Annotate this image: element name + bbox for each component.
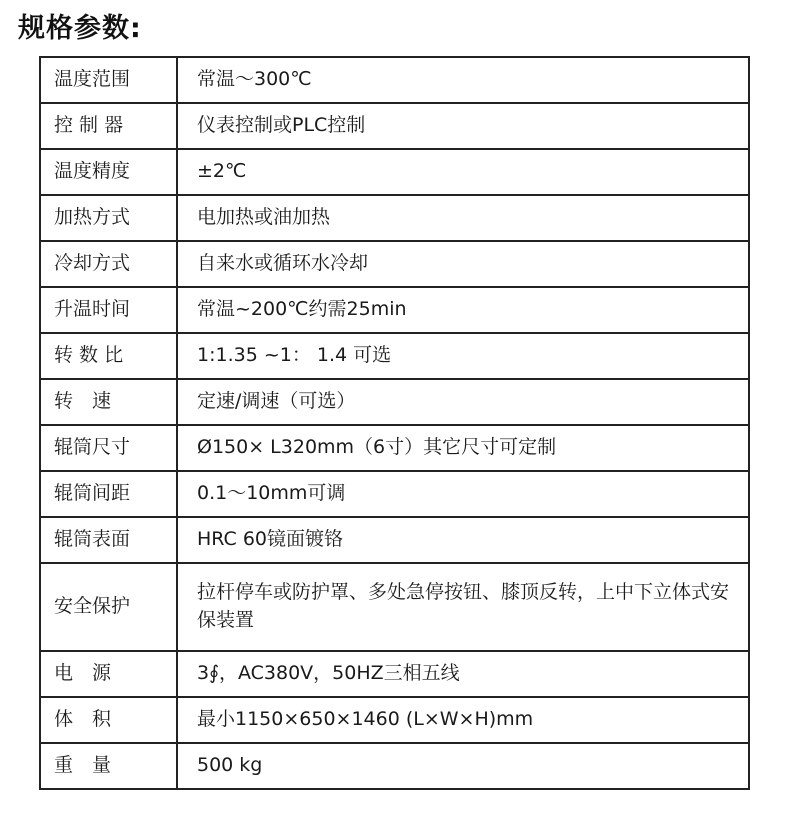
spec-label: 冷却方式 [40,241,177,287]
table-row [40,57,749,103]
spec-value: HRC 60镜面镀铬 [177,517,749,563]
spec-label: 温度范围 [40,57,177,103]
spec-value: 电加热或油加热 [177,195,749,241]
spec-value: 常温～300℃ [177,57,749,103]
table-row [40,379,749,425]
table-row [40,471,749,517]
spec-value: 最小1150×650×1460 (L×W×H)mm [177,697,749,743]
table-row [40,287,749,333]
spec-value: 定速/调速（可选） [177,379,749,425]
table-row [40,241,749,287]
table-row [40,697,749,743]
spec-label: 辊筒尺寸 [40,425,177,471]
spec-label: 辊筒间距 [40,471,177,517]
spec-value: 常温~200℃约需25min [177,287,749,333]
table-row [40,517,749,563]
spec-table [39,56,750,790]
spec-label: 升温时间 [40,287,177,333]
spec-value: Ø150× L320mm（6寸）其它尺寸可定制 [177,425,749,471]
spec-label: 温度精度 [40,149,177,195]
spec-label: 安全保护 [40,563,177,651]
spec-label: 转 数 比 [40,333,177,379]
spec-value: 拉杆停车或防护罩、多处急停按钮、膝顶反转，上中下立体式安保装置 [177,563,749,651]
spec-value: 1:1.35 ~1： 1.4 可选 [177,333,749,379]
spec-label: 转 速 [40,379,177,425]
spec-label: 电 源 [40,651,177,697]
spec-label: 体 积 [40,697,177,743]
table-row [40,425,749,471]
spec-value: 自来水或循环水冷却 [177,241,749,287]
table-row [40,651,749,697]
spec-value: 0.1～10mm可调 [177,471,749,517]
spec-label: 加热方式 [40,195,177,241]
spec-value: ±2℃ [177,149,749,195]
table-row [40,743,749,789]
spec-label: 辊筒表面 [40,517,177,563]
page-title: 规格参数: [18,13,142,44]
table-row [40,149,749,195]
table-row [40,333,749,379]
spec-value: 仪表控制或PLC控制 [177,103,749,149]
table-row [40,563,749,651]
table-row [40,103,749,149]
spec-label: 重 量 [40,743,177,789]
spec-value: 500 kg [177,743,749,789]
spec-label: 控 制 器 [40,103,177,149]
table-row [40,195,749,241]
spec-value: 3∮，AC380V，50HZ三相五线 [177,651,749,697]
